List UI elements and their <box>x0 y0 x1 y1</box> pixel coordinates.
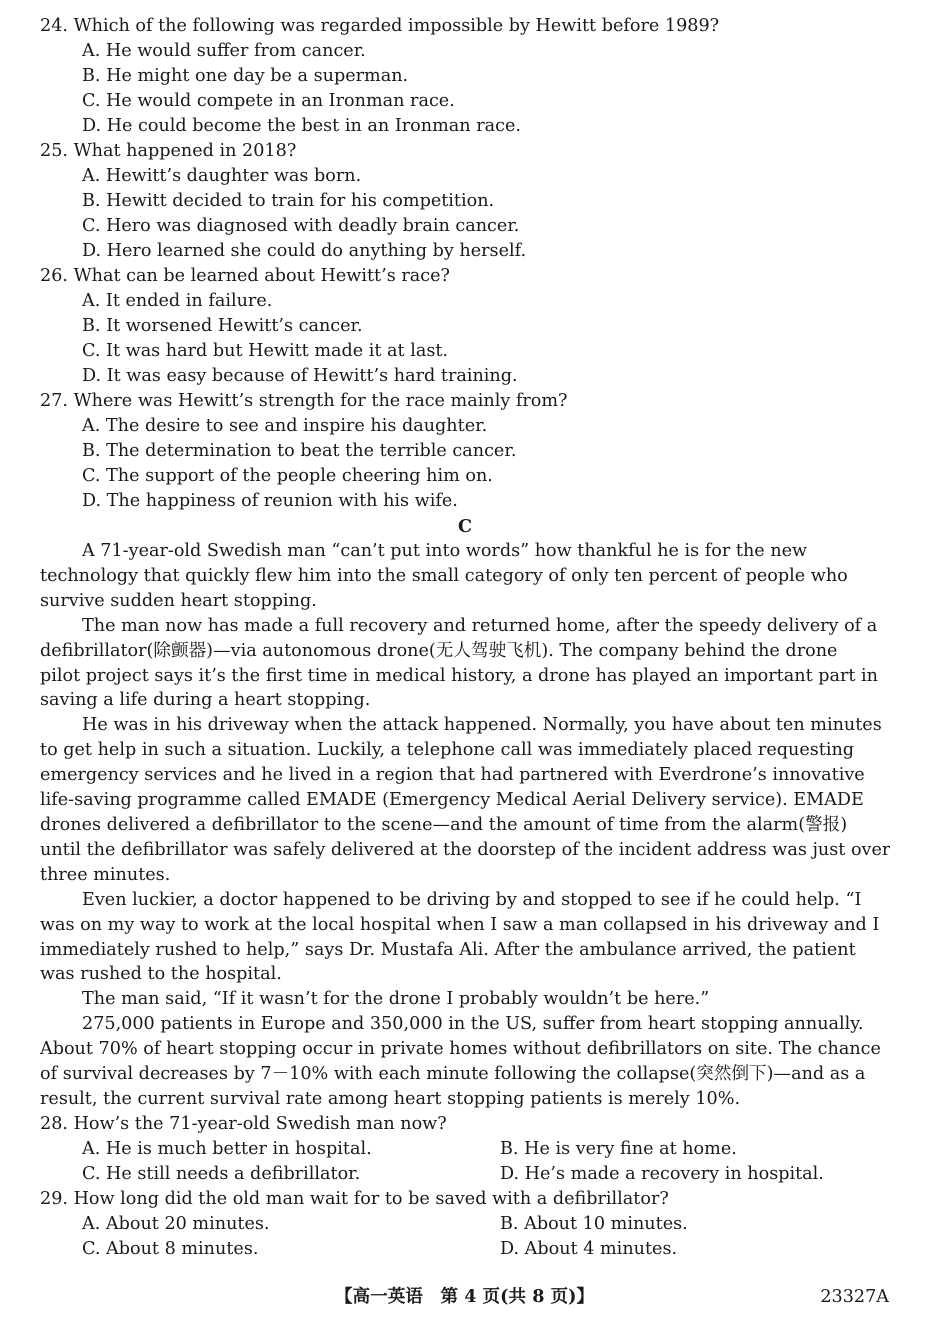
option-row <box>40 1137 890 1162</box>
option-c: C. About 8 minutes. <box>82 1238 259 1259</box>
passage-line: pilot project says it’s the first time in medical history, a drone has played an important part in <box>40 665 879 686</box>
option-d: D. The happiness of reunion with his wife. <box>82 491 458 511</box>
question-26 <box>40 264 890 389</box>
option-c: C. Hero was diagnosed with deadly brain cancer. <box>82 216 520 236</box>
option-d: D. About 4 minutes. <box>500 1238 678 1259</box>
passage-line: 275,000 patients in Europe and 350,000 in the US, suffer from heart stopping annually. <box>82 1014 864 1035</box>
passage-line: The man said, “If it wasn’t for the drone I probably wouldn’t be here.” <box>82 989 710 1010</box>
passage-paragraph <box>40 539 890 614</box>
question-stem: 29. How long did the old man wait for to be saved with a defibrillator? <box>40 1188 669 1209</box>
question-24 <box>40 14 890 139</box>
question-29 <box>40 1187 890 1262</box>
option-row <box>40 1162 890 1187</box>
passage-paragraph <box>40 987 890 1012</box>
passage-line: was rushed to the hospital. <box>40 964 282 985</box>
question-stem: 27. Where was Hewitt’s strength for the race mainly from? <box>40 391 568 411</box>
passage-line: technology that quickly flew him into the small category of only ten percent of people who <box>40 565 848 586</box>
passage-paragraph <box>40 713 890 887</box>
passage-line: saving a life during a heart stopping. <box>40 690 371 711</box>
option-b: B. Hewitt decided to train for his competition. <box>82 191 495 211</box>
passage-line: was on my way to work at the local hospital when I saw a man collapsed in his driveway and I <box>40 914 880 935</box>
passage-line: survive sudden heart stopping. <box>40 590 317 611</box>
exam-page <box>40 14 890 1262</box>
option-a: A. He is much better in hospital. <box>82 1138 372 1159</box>
option-a: A. About 20 minutes. <box>82 1213 270 1234</box>
question-stem: 24. Which of the following was regarded impossible by Hewitt before 1989? <box>40 16 720 36</box>
page-label: 【高一英语 第 4 页(共 8 页)】 <box>334 1286 595 1307</box>
page-footer <box>0 1283 929 1311</box>
passage-line: three minutes. <box>40 864 171 885</box>
passage-line: of survival decreases by 7－10% with each minute following the collapse(突然倒下)—and as a <box>40 1064 866 1085</box>
question-stem: 25. What happened in 2018? <box>40 141 297 161</box>
exam-code: 23327A <box>820 1287 889 1307</box>
section-title: C <box>457 516 472 537</box>
passage-paragraph <box>40 614 890 714</box>
option-a: A. It ended in failure. <box>82 291 273 311</box>
option-c: C. It was hard but Hewitt made it at last. <box>82 341 449 361</box>
option-c: C. He would compete in an Ironman race. <box>82 91 455 111</box>
option-row <box>40 1237 890 1262</box>
passage-line: He was in his driveway when the attack happened. Normally, you have about ten minutes <box>82 715 882 736</box>
option-b: B. It worsened Hewitt’s cancer. <box>82 316 363 336</box>
option-b: B. The determination to beat the terrible cancer. <box>82 441 517 461</box>
option-a: A. He would suffer from cancer. <box>82 41 366 61</box>
passage-paragraph <box>40 888 890 988</box>
option-d: D. He’s made a recovery in hospital. <box>500 1163 824 1184</box>
option-b: B. About 10 minutes. <box>500 1213 688 1234</box>
question-27 <box>40 389 890 514</box>
passage-line: A 71-year-old Swedish man “can’t put into words” how thankful he is for the new <box>82 541 808 561</box>
passage-line: Even luckier, a doctor happened to be driving by and stopped to see if he could help. “I <box>82 889 862 910</box>
option-c: C. He still needs a defibrillator. <box>82 1163 361 1184</box>
question-28 <box>40 1112 890 1187</box>
passage-line: The man now has made a full recovery and returned home, after the speedy delivery of a <box>82 615 878 636</box>
passage-paragraph <box>40 1012 890 1112</box>
option-row <box>40 1212 890 1237</box>
passage-line: life-saving programme called EMADE (Emergency Medical Aerial Delivery service). EMADE <box>40 790 864 811</box>
option-a: A. Hewitt’s daughter was born. <box>82 166 362 186</box>
passage-line: to get help in such a situation. Luckily, a telephone call was immediately placed requesting <box>40 740 855 761</box>
option-b: B. He might one day be a superman. <box>82 66 409 86</box>
option-b: B. He is very fine at home. <box>500 1138 737 1159</box>
passage-line: drones delivered a defibrillator to the scene—and the amount of time from the alarm(警报) <box>40 814 848 835</box>
question-stem: 26. What can be learned about Hewitt’s race? <box>40 266 450 286</box>
passage-line: result, the current survival rate among heart stopping patients is merely 10%. <box>40 1088 741 1109</box>
option-c: C. The support of the people cheering him on. <box>82 466 493 486</box>
option-d: D. It was easy because of Hewitt’s hard training. <box>82 366 518 386</box>
question-stem: 28. How’s the 71-year-old Swedish man now? <box>40 1113 447 1134</box>
option-d: D. He could become the best in an Ironman race. <box>82 116 521 136</box>
passage-line: emergency services and he lived in a region that had partnered with Everdrone’s innovative <box>40 765 865 786</box>
passage-line: until the defibrillator was safely delivered at the doorstep of the incident address was just over <box>40 839 890 860</box>
option-d: D. Hero learned she could do anything by herself. <box>82 241 527 261</box>
passage-line: immediately rushed to help,” says Dr. Mustafa Ali. After the ambulance arrived, the patient <box>40 939 856 960</box>
passage-line: About 70% of heart stopping occur in private homes without defibrillators on site. The chance <box>40 1039 881 1060</box>
question-25 <box>40 139 890 264</box>
passage-line: defibrillator(除颤器)—via autonomous drone(无人驾驶飞机). The company behind the drone <box>40 640 838 661</box>
option-a: A. The desire to see and inspire his daughter. <box>82 416 488 436</box>
